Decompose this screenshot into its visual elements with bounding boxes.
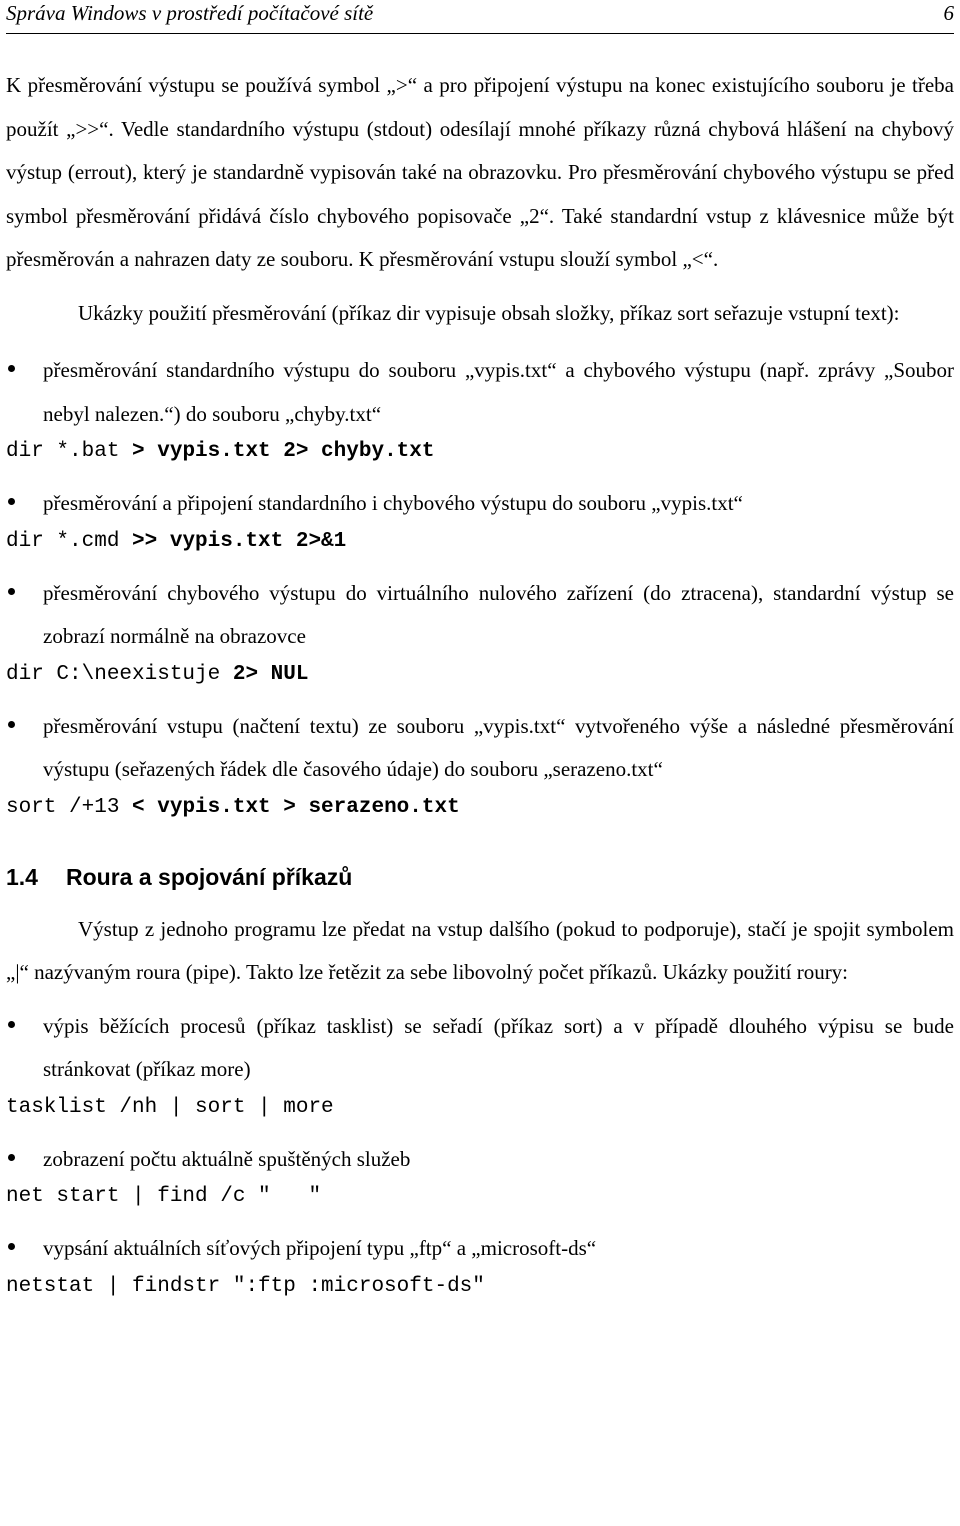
page-header [6, 0, 954, 34]
section-heading [6, 862, 954, 892]
paragraph-examples-intro: Ukázky použití přesměrování (příkaz dir vypisuje obsah složky, příkaz sort seřazuje vstupní text): [78, 300, 900, 325]
document-title: Správa Windows v prostředí počítačové sítě [6, 1, 374, 25]
list-item-text: vypsání aktuálních síťových připojení typu „ftp“ a „microsoft-ds“ [43, 1236, 597, 1260]
code-line: sort /+13 < vypis.txt > serazeno.txt [6, 795, 460, 819]
list-item [6, 705, 954, 792]
section-title: Roura a spojování příkazů [66, 863, 353, 890]
list-item [6, 1227, 954, 1271]
code-line: dir C:\neexistuje 2> NUL [6, 662, 309, 686]
page-number: 6 [943, 1, 954, 25]
code-line: netstat | findstr ":ftp :microsoft-ds" [6, 1274, 485, 1298]
bullet-icon [8, 1021, 15, 1028]
code-line: dir *.cmd >> vypis.txt 2>&1 [6, 529, 347, 553]
list-item-text: přesměrování a připojení standardního i chybového výstupu do souboru „vypis.txt“ [43, 491, 743, 515]
list-item [6, 1138, 954, 1182]
list-item-text: přesměrování standardního výstupu do souboru „vypis.txt“ a chybového výstupu (např. zprávy „Soubor nebyl nalezen.“) do souboru „chyby.txt“ [43, 358, 954, 426]
bullet-icon [8, 721, 15, 728]
bullet-icon [8, 1154, 15, 1161]
bullet-icon [8, 498, 15, 505]
bullet-icon [8, 365, 15, 372]
section-number: 1.4 [6, 863, 38, 890]
page-content [6, 64, 954, 1317]
list-item-text: přesměrování vstupu (načtení textu) ze souboru „vypis.txt“ vytvořeného výše a následné přesměrování výstupu (seřazených řádek dle časového údaje) do souboru „serazeno.txt“ [43, 713, 954, 781]
code-line: tasklist /nh | sort | more [6, 1095, 334, 1119]
list-item-text: zobrazení počtu aktuálně spuštěných služeb [43, 1146, 411, 1171]
bullet-icon [8, 1243, 15, 1250]
list-item [6, 1005, 954, 1092]
code-line: net start | find /c " " [6, 1185, 322, 1208]
paragraph-redirection: K přesměrování výstupu se používá symbol „>“ a pro připojení výstupu na konec existujícího souboru je třeba použít „>>“. Vedle standardního výstupu (stdout) odesílají mnohé příkazy různá chybová hlášení na chybový výstup (errout), který je standardně vypisován také na obrazovku. Pro přesměrování chybového výstupu se před symbol přesměrování přidává číslo chybového popisovače „2“. Také standardní vstup z klávesnice může být přesměrován a nahrazen daty ze souboru. K přesměrování vstupu slouží symbol „<“. [6, 73, 954, 271]
bullet-icon [8, 588, 15, 595]
list-item-text: přesměrování chybového výstupu do virtuálního nulového zařízení (do ztracena), standardní výstup se zobrazí normálně na obrazovce [43, 580, 954, 648]
list-item-text: výpis běžících procesů (příkaz tasklist) se seřadí (příkaz sort) a v případě dlouhého výpisu se bude stránkovat (příkaz more) [43, 1013, 954, 1081]
code-line: dir *.bat > vypis.txt 2> chyby.txt [6, 440, 435, 463]
list-item [6, 482, 954, 526]
list-item [6, 572, 954, 659]
list-item [6, 349, 954, 436]
paragraph-pipe-intro: Výstup z jednoho programu lze předat na vstup dalšího (pokud to podporuje), stačí je spojit symbolem „|“ nazývaným roura (pipe). Takto lze řetězit za sebe libovolný počet příkazů. Ukázky použití roury: [6, 916, 954, 984]
